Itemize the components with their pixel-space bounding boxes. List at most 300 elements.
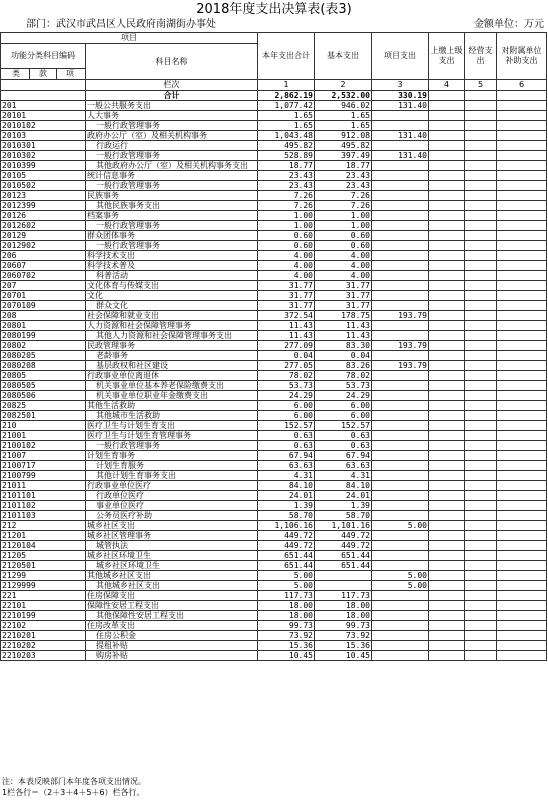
row-code: 2210201 — [1, 631, 86, 641]
row-total-expenditure: 53.73 — [258, 381, 315, 391]
row-c5 — [465, 361, 497, 371]
row-c6 — [497, 451, 547, 461]
row-project-expenditure — [372, 601, 429, 611]
row-project-expenditure — [372, 561, 429, 571]
row-project-expenditure: 131.40 — [372, 131, 429, 141]
row-c4 — [429, 161, 465, 171]
row-basic-expenditure: 4.31 — [315, 471, 372, 481]
row-c4 — [429, 191, 465, 201]
row-project-expenditure — [372, 271, 429, 281]
row-basic-expenditure: 946.02 — [315, 101, 372, 111]
row-c5 — [465, 151, 497, 161]
row-basic-expenditure: 67.94 — [315, 451, 372, 461]
row-c6 — [497, 271, 547, 281]
header-xiang: 项 — [66, 69, 74, 78]
row-subject-name: 一般行政管理事务 — [86, 181, 258, 191]
table-row — [1, 531, 547, 541]
row-code: 20825 — [1, 401, 86, 411]
row-total-expenditure: 63.63 — [258, 461, 315, 471]
row-c6 — [497, 591, 547, 601]
table-row — [1, 261, 547, 271]
row-subject-name: 机关事业单位基本养老保险缴费支出 — [86, 381, 258, 391]
row-c6 — [497, 191, 547, 201]
row-code: 21011 — [1, 481, 86, 491]
row-subject-name: 民族事务 — [86, 191, 258, 201]
table-row — [1, 381, 547, 391]
row-c5 — [465, 181, 497, 191]
row-total-expenditure: 5.00 — [258, 581, 315, 591]
row-code: 20802 — [1, 341, 86, 351]
row-total-expenditure: 24.29 — [258, 391, 315, 401]
table-row — [1, 631, 547, 641]
row-c6 — [497, 621, 547, 631]
row-c6 — [497, 541, 547, 551]
row-total-expenditure: 31.77 — [258, 291, 315, 301]
row-subject-name: 其他保障性安居工程支出 — [86, 611, 258, 621]
row-total-expenditure: 1.00 — [258, 211, 315, 221]
row-c4 — [429, 561, 465, 571]
row-project-expenditure — [372, 481, 429, 491]
row-c4 — [429, 481, 465, 491]
row-c5 — [465, 211, 497, 221]
row-code: 20101 — [1, 111, 86, 121]
row-c5 — [465, 541, 497, 551]
row-total-expenditure: 372.54 — [258, 311, 315, 321]
row-total-expenditure: 1.39 — [258, 501, 315, 511]
row-code: 2082501 — [1, 411, 86, 421]
row-project-expenditure — [372, 441, 429, 451]
row-total-expenditure: 495.82 — [258, 141, 315, 151]
table-row — [1, 131, 547, 141]
row-subject-name: 其他政府办公厅（室）及相关机构事务支出 — [86, 161, 258, 171]
table-row — [1, 431, 547, 441]
row-c5 — [465, 631, 497, 641]
row-c5 — [465, 121, 497, 131]
row-c5 — [465, 331, 497, 341]
row-c4 — [429, 441, 465, 451]
row-project-expenditure — [372, 231, 429, 241]
table-row — [1, 111, 547, 121]
row-c5 — [465, 291, 497, 301]
row-c5 — [465, 131, 497, 141]
row-project-expenditure — [372, 301, 429, 311]
col-number-blank — [1, 80, 86, 91]
row-c4 — [429, 331, 465, 341]
unit-label: 金额单位：万元 — [474, 19, 544, 30]
table-row — [1, 151, 547, 161]
col-number-1: 1 — [258, 80, 315, 91]
row-project-expenditure — [372, 511, 429, 521]
row-subject-name: 提租补贴 — [86, 641, 258, 651]
total-c3: 330.19 — [372, 91, 429, 101]
table-row — [1, 301, 547, 311]
row-basic-expenditure: 31.77 — [315, 301, 372, 311]
row-subject-name: 其他计划生育事务支出 — [86, 471, 258, 481]
row-c6 — [497, 201, 547, 211]
table-row — [1, 401, 547, 411]
header-kuan: 款 — [30, 69, 57, 79]
row-c4 — [429, 151, 465, 161]
row-basic-expenditure: 11.43 — [315, 331, 372, 341]
row-c6 — [497, 111, 547, 121]
row-basic-expenditure: 1.39 — [315, 501, 372, 511]
row-c6 — [497, 281, 547, 291]
row-c5 — [465, 251, 497, 261]
row-total-expenditure: 23.43 — [258, 181, 315, 191]
row-c5 — [465, 511, 497, 521]
row-project-expenditure — [372, 391, 429, 401]
row-project-expenditure — [372, 241, 429, 251]
row-basic-expenditure — [315, 581, 372, 591]
row-c5 — [465, 491, 497, 501]
row-c6 — [497, 161, 547, 171]
header-func-code: 功能分类科目编码 — [1, 44, 86, 69]
row-basic-expenditure: 63.63 — [315, 461, 372, 471]
total-code-cell — [1, 91, 86, 101]
row-basic-expenditure: 178.75 — [315, 311, 372, 321]
row-project-expenditure — [372, 651, 429, 661]
row-c4 — [429, 551, 465, 561]
row-c5 — [465, 481, 497, 491]
row-subject-name: 医疗卫生与计划生育支出 — [86, 421, 258, 431]
row-c5 — [465, 561, 497, 571]
row-basic-expenditure: 24.29 — [315, 391, 372, 401]
row-c6 — [497, 411, 547, 421]
row-total-expenditure: 58.70 — [258, 511, 315, 521]
table-row — [1, 371, 547, 381]
row-c4 — [429, 181, 465, 191]
row-c4 — [429, 271, 465, 281]
table-row — [1, 321, 547, 331]
row-c6 — [497, 361, 547, 371]
row-c5 — [465, 261, 497, 271]
row-subject-name: 城乡社区支出 — [86, 521, 258, 531]
row-c4 — [429, 571, 465, 581]
table-row — [1, 161, 547, 171]
row-c6 — [497, 141, 547, 151]
total-c4 — [429, 91, 465, 101]
row-code: 20103 — [1, 131, 86, 141]
row-basic-expenditure: 11.43 — [315, 321, 372, 331]
row-subject-name: 科学技术支出 — [86, 251, 258, 261]
row-total-expenditure: 152.57 — [258, 421, 315, 431]
row-c6 — [497, 381, 547, 391]
table-row — [1, 501, 547, 511]
row-subject-name: 城乡社区环境卫生 — [86, 561, 258, 571]
table-row — [1, 281, 547, 291]
row-code: 2129999 — [1, 581, 86, 591]
row-subject-name: 其他人力资源和社会保障管理事务支出 — [86, 331, 258, 341]
table-row — [1, 171, 547, 181]
row-code: 21001 — [1, 431, 86, 441]
row-code: 2012602 — [1, 221, 86, 231]
footnote-2: 1栏各行＝（2＋3＋4＋5＋6）栏各行。 — [2, 788, 145, 797]
table-row — [1, 211, 547, 221]
row-c5 — [465, 571, 497, 581]
row-subject-name: 机关事业单位职业年金缴费支出 — [86, 391, 258, 401]
row-basic-expenditure: 651.44 — [315, 561, 372, 571]
row-code: 20701 — [1, 291, 86, 301]
row-project-expenditure: 131.40 — [372, 151, 429, 161]
row-project-expenditure — [372, 351, 429, 361]
row-total-expenditure: 528.89 — [258, 151, 315, 161]
row-c4 — [429, 361, 465, 371]
row-code: 2100102 — [1, 441, 86, 451]
row-basic-expenditure: 0.63 — [315, 441, 372, 451]
row-code: 20126 — [1, 211, 86, 221]
row-code: 2010301 — [1, 141, 86, 151]
row-code: 20105 — [1, 171, 86, 181]
row-subject-name: 行政事业单位离退休 — [86, 371, 258, 381]
table-row — [1, 251, 547, 261]
row-c4 — [429, 471, 465, 481]
row-subject-name: 科学技术普及 — [86, 261, 258, 271]
row-total-expenditure: 31.77 — [258, 301, 315, 311]
row-code: 2080199 — [1, 331, 86, 341]
row-total-expenditure: 449.72 — [258, 541, 315, 551]
row-total-expenditure: 4.00 — [258, 261, 315, 271]
row-c4 — [429, 391, 465, 401]
row-total-expenditure: 6.00 — [258, 411, 315, 421]
row-c4 — [429, 141, 465, 151]
row-project-expenditure — [372, 551, 429, 561]
table-row — [1, 621, 547, 631]
row-c4 — [429, 121, 465, 131]
header-col3: 项目支出 — [372, 33, 429, 80]
total-c2: 2,532.00 — [315, 91, 372, 101]
row-code: 2210203 — [1, 651, 86, 661]
row-c4 — [429, 321, 465, 331]
row-c6 — [497, 301, 547, 311]
row-code: 2100799 — [1, 471, 86, 481]
row-total-expenditure: 117.73 — [258, 591, 315, 601]
row-basic-expenditure: 84.10 — [315, 481, 372, 491]
row-c6 — [497, 311, 547, 321]
row-subject-name: 一般行政管理事务 — [86, 221, 258, 231]
row-code: 20801 — [1, 321, 86, 331]
row-c6 — [497, 551, 547, 561]
row-total-expenditure: 0.63 — [258, 431, 315, 441]
total-c6 — [497, 91, 547, 101]
row-subject-name: 医疗卫生与计划生育管理事务 — [86, 431, 258, 441]
table-row — [1, 641, 547, 651]
row-c6 — [497, 241, 547, 251]
row-c6 — [497, 391, 547, 401]
row-total-expenditure: 18.00 — [258, 611, 315, 621]
total-c5 — [465, 91, 497, 101]
table-row — [1, 611, 547, 621]
row-total-expenditure: 24.01 — [258, 491, 315, 501]
row-c6 — [497, 461, 547, 471]
row-subject-name: 其他生活救助 — [86, 401, 258, 411]
row-c5 — [465, 271, 497, 281]
row-subject-name: 民政管理事务 — [86, 341, 258, 351]
row-project-expenditure — [372, 501, 429, 511]
row-basic-expenditure: 7.26 — [315, 191, 372, 201]
row-subject-name: 其他城乡社区支出 — [86, 581, 258, 591]
row-project-expenditure — [372, 371, 429, 381]
row-total-expenditure: 78.02 — [258, 371, 315, 381]
row-basic-expenditure: 73.92 — [315, 631, 372, 641]
row-code: 208 — [1, 311, 86, 321]
row-c5 — [465, 191, 497, 201]
table-row — [1, 181, 547, 191]
row-basic-expenditure: 117.73 — [315, 591, 372, 601]
table-row — [1, 241, 547, 251]
row-c6 — [497, 521, 547, 531]
row-code: 2120104 — [1, 541, 86, 551]
row-c5 — [465, 611, 497, 621]
row-project-expenditure — [372, 251, 429, 261]
row-c4 — [429, 261, 465, 271]
row-c5 — [465, 281, 497, 291]
table-row — [1, 441, 547, 451]
row-c6 — [497, 371, 547, 381]
table-row — [1, 361, 547, 371]
row-c4 — [429, 101, 465, 111]
row-basic-expenditure: 24.01 — [315, 491, 372, 501]
row-c4 — [429, 351, 465, 361]
row-c6 — [497, 101, 547, 111]
row-c6 — [497, 581, 547, 591]
row-project-expenditure — [372, 611, 429, 621]
row-c6 — [497, 511, 547, 521]
table-row — [1, 551, 547, 561]
row-code: 2010399 — [1, 161, 86, 171]
row-c5 — [465, 591, 497, 601]
row-total-expenditure: 651.44 — [258, 551, 315, 561]
row-total-expenditure: 0.63 — [258, 441, 315, 451]
row-project-expenditure: 5.00 — [372, 521, 429, 531]
header-col6: 对附属单位补助支出 — [497, 33, 547, 80]
row-basic-expenditure: 18.77 — [315, 161, 372, 171]
row-subject-name: 一般行政管理事务 — [86, 441, 258, 451]
expenditure-table — [0, 32, 547, 661]
row-code: 2101101 — [1, 491, 86, 501]
row-c6 — [497, 471, 547, 481]
row-c5 — [465, 401, 497, 411]
row-basic-expenditure: 449.72 — [315, 541, 372, 551]
table-row — [1, 411, 547, 421]
col-number-5: 5 — [465, 80, 497, 91]
col-number-2: 2 — [315, 80, 372, 91]
row-project-expenditure — [372, 171, 429, 181]
row-c4 — [429, 641, 465, 651]
row-subject-name: 计划生育事务 — [86, 451, 258, 461]
table-row — [1, 581, 547, 591]
row-project-expenditure: 131.40 — [372, 101, 429, 111]
header-subject-name: 科目名称 — [86, 44, 258, 80]
row-subject-name: 购房补贴 — [86, 651, 258, 661]
row-c5 — [465, 381, 497, 391]
row-total-expenditure: 1,043.48 — [258, 131, 315, 141]
row-project-expenditure — [372, 471, 429, 481]
total-c1: 2,862.19 — [258, 91, 315, 101]
table-row — [1, 511, 547, 521]
row-subject-name: 保障性安居工程支出 — [86, 601, 258, 611]
table-row — [1, 571, 547, 581]
row-c4 — [429, 171, 465, 181]
row-c6 — [497, 561, 547, 571]
row-basic-expenditure: 4.00 — [315, 271, 372, 281]
row-c6 — [497, 131, 547, 141]
table-row — [1, 491, 547, 501]
row-c6 — [497, 231, 547, 241]
page-title: 2018年度支出决算表(表3) — [196, 2, 352, 17]
row-project-expenditure — [372, 161, 429, 171]
row-code: 2080205 — [1, 351, 86, 361]
row-c4 — [429, 111, 465, 121]
row-c6 — [497, 481, 547, 491]
total-label: 合计 — [86, 91, 258, 101]
row-project-expenditure — [372, 641, 429, 651]
row-code: 2080208 — [1, 361, 86, 371]
row-project-expenditure — [372, 261, 429, 271]
row-basic-expenditure: 18.00 — [315, 601, 372, 611]
row-basic-expenditure: 6.00 — [315, 411, 372, 421]
row-basic-expenditure: 1.00 — [315, 221, 372, 231]
row-total-expenditure: 277.05 — [258, 361, 315, 371]
row-subject-name: 一般行政管理事务 — [86, 121, 258, 131]
row-c6 — [497, 121, 547, 131]
row-total-expenditure: 277.09 — [258, 341, 315, 351]
row-c5 — [465, 501, 497, 511]
row-basic-expenditure: 18.00 — [315, 611, 372, 621]
table-row — [1, 451, 547, 461]
row-subject-name: 公务员医疗补助 — [86, 511, 258, 521]
row-subject-name: 其他民族事务支出 — [86, 201, 258, 211]
row-subject-name: 住房保障支出 — [86, 591, 258, 601]
table-row — [1, 101, 547, 111]
row-code: 20805 — [1, 371, 86, 381]
row-total-expenditure: 1,077.42 — [258, 101, 315, 111]
row-c5 — [465, 141, 497, 151]
row-c4 — [429, 531, 465, 541]
row-c6 — [497, 171, 547, 181]
row-total-expenditure: 1.00 — [258, 221, 315, 231]
row-c4 — [429, 371, 465, 381]
row-project-expenditure — [372, 111, 429, 121]
row-basic-expenditure: 495.82 — [315, 141, 372, 151]
table-row — [1, 471, 547, 481]
row-c5 — [465, 411, 497, 421]
row-total-expenditure: 11.43 — [258, 321, 315, 331]
table-row — [1, 541, 547, 551]
row-c6 — [497, 351, 547, 361]
table-row — [1, 121, 547, 131]
header-item: 项目 — [1, 33, 258, 44]
row-project-expenditure — [372, 401, 429, 411]
row-subject-name: 行政运行 — [86, 141, 258, 151]
row-code: 207 — [1, 281, 86, 291]
row-total-expenditure: 0.04 — [258, 351, 315, 361]
row-subject-name: 住房公积金 — [86, 631, 258, 641]
row-code: 22101 — [1, 601, 86, 611]
row-c6 — [497, 431, 547, 441]
row-project-expenditure — [372, 121, 429, 131]
row-total-expenditure: 6.00 — [258, 401, 315, 411]
row-code: 21205 — [1, 551, 86, 561]
row-subject-name: 一般行政管理事务 — [86, 151, 258, 161]
header-col5: 经营支出 — [465, 33, 497, 80]
row-code: 2010302 — [1, 151, 86, 161]
row-code: 201 — [1, 101, 86, 111]
row-subject-name: 档案事务 — [86, 211, 258, 221]
row-code: 2080505 — [1, 381, 86, 391]
row-c5 — [465, 621, 497, 631]
row-code: 2010102 — [1, 121, 86, 131]
row-code: 20123 — [1, 191, 86, 201]
